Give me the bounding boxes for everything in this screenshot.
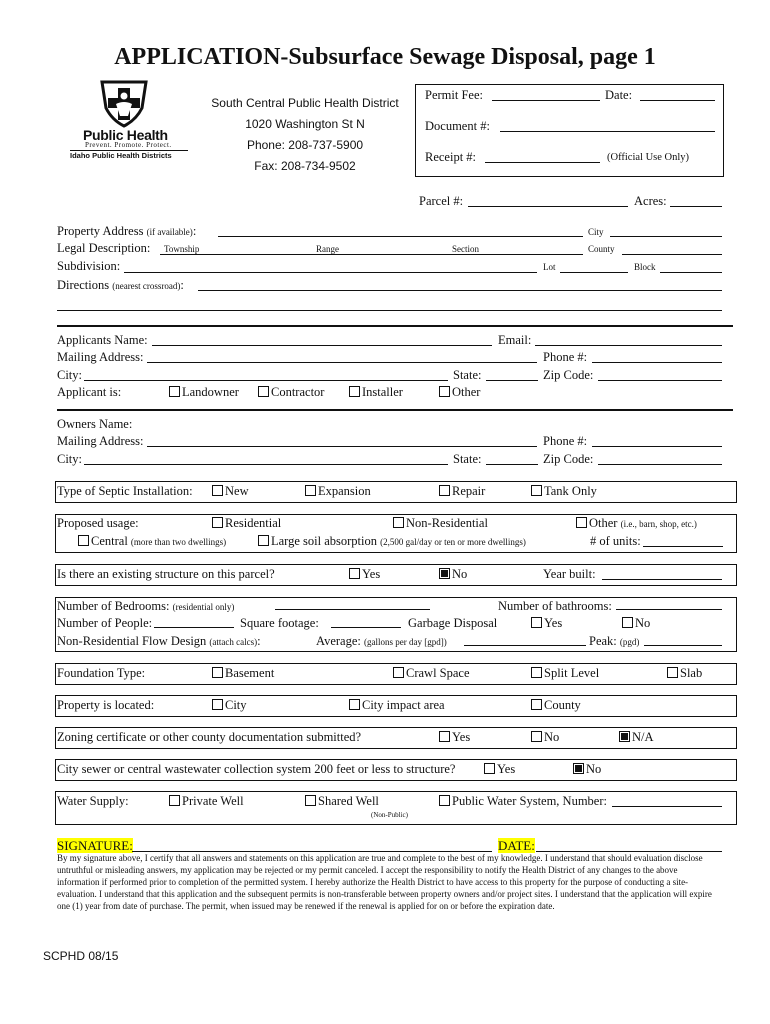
directions-field-2[interactable] [57,310,722,311]
units-label: # of units: [590,534,641,548]
checkbox-icon [212,485,223,496]
checkbox-icon [439,731,450,742]
disclaimer-text: By my signature above, I certify that all answers and statements on this application are true and complete to the best of my knowledge. I understand that should evaluation disclose untruthful or misleading answers, my application may be rejected or my permit canceled. I accept the responsibility to notify the Health District of any changes to the above information if performed prior to completion of the permitted system. I hereby authorize the Health District to have access to this property for the purpose of conducting a site-evaluation. I understand that this application and the subsequent permits is non-transferable between property owners and/or project sites. I understand that the application will expire one (1) year from date of purchase. The permit, when issued may be renewed if the renewal is applied for on or before the expiration date. [57,853,712,911]
applicant-name-field[interactable] [152,345,492,346]
square-footage-field[interactable] [331,627,401,628]
checkbox-icon [305,795,316,806]
directions-field[interactable] [198,290,722,291]
checkbox-icon [667,667,678,678]
existing-no-checkbox[interactable]: No [439,567,467,582]
other-usage-checkbox[interactable]: Other (i.e., barn, shop, etc.) [576,516,697,531]
checkbox-icon [169,386,180,397]
date-label: Date: [605,88,633,102]
logo-tagline: Prevent. Promote. Protect. [85,141,172,149]
non-residential-checkbox[interactable]: Non-Residential [393,516,488,531]
checkbox-icon [439,795,450,806]
installer-checkbox[interactable]: Installer [349,385,403,400]
section-label: Section [452,244,479,254]
septic-type-label: Type of Septic Installation: [57,484,193,498]
checked-checkbox-icon [619,731,630,742]
signature-label: SIGNATURE: [57,838,133,853]
subdivision-field[interactable] [124,272,537,273]
checkbox-icon [622,617,633,628]
foundation-label: Foundation Type: [57,666,146,680]
new-checkbox[interactable]: New [212,484,249,499]
garbage-no-checkbox[interactable]: No [622,616,650,631]
document-field[interactable] [500,131,715,132]
expansion-checkbox[interactable]: Expansion [305,484,371,499]
water-supply-box [55,791,737,825]
applicant-phone-field[interactable] [592,362,722,363]
proposed-usage-label: Proposed usage: [57,516,139,530]
garbage-yes-checkbox[interactable]: Yes [531,616,562,631]
logo-name: Public Health [83,127,168,143]
owner-phone-label: Phone #: [543,434,588,448]
applicant-phone-label: Phone #: [543,350,588,364]
parcel-label: Parcel #: [419,194,464,208]
checkbox-icon [439,386,450,397]
split-level-checkbox[interactable]: Split Level [531,666,599,681]
checkbox-icon [305,485,316,496]
applicant-mailing-field[interactable] [147,362,537,363]
date-field[interactable] [640,100,715,101]
owner-city-field[interactable] [84,464,448,465]
applicant-is-label: Applicant is: [57,385,122,399]
township-label: Township [164,244,200,254]
tank-only-checkbox[interactable]: Tank Only [531,484,597,499]
property-address-label: Property Address (if available): [57,224,197,238]
crawl-space-checkbox[interactable]: Crawl Space [393,666,470,681]
owner-name-label: Owners Name: [57,417,133,431]
checkbox-icon [531,617,542,628]
central-checkbox[interactable]: Central (more than two dwellings) [78,534,226,549]
official-use-note: (Official Use Only) [607,152,690,163]
shield-cross-icon [98,78,150,128]
bathrooms-field[interactable] [616,609,722,610]
existing-structure-label: Is there an existing structure on this parcel? [57,567,275,581]
sewer-label: City sewer or central wastewater collection system 200 feet or less to structure? [57,762,456,776]
checkbox-icon [484,763,495,774]
bedrooms-label: Number of Bedrooms: (residential only) [57,599,235,613]
average-label: Average: (gallons per day [gpd]) [316,634,447,648]
acres-field[interactable] [670,206,722,207]
square-footage-label: Square footage: [240,616,319,630]
other-applicant-checkbox[interactable]: Other [439,385,480,400]
document-label: Document #: [425,119,490,133]
flow-design-label: Non-Residential Flow Design (attach calcs): [57,634,261,648]
year-built-label: Year built: [543,567,596,581]
district-fax: Fax: 208-734-9502 [254,159,356,173]
block-field[interactable] [660,272,722,273]
checkbox-icon [531,731,542,742]
permit-fee-label: Permit Fee: [425,88,483,102]
residential-checkbox[interactable]: Residential [212,516,281,531]
peak-field[interactable] [644,645,722,646]
applicant-state-field[interactable] [486,380,538,381]
applicant-name-label: Applicants Name: [57,333,148,347]
zoning-label: Zoning certificate or other county documentation submitted? [57,730,362,744]
zoning-yes-checkbox[interactable]: Yes [439,730,470,745]
legal-description-label: Legal Description: [57,241,151,255]
peak-label: Peak: (pgd) [589,634,640,648]
checkbox-icon [349,386,360,397]
city-location-checkbox[interactable]: City [212,698,247,713]
district-address: 1020 Washington St N [245,117,365,131]
owner-phone-field[interactable] [592,446,722,447]
owner-zip-label: Zip Code: [543,452,594,466]
repair-checkbox[interactable]: Repair [439,484,485,499]
applicant-email-field[interactable] [535,345,722,346]
basement-checkbox[interactable]: Basement [212,666,274,681]
private-well-checkbox[interactable]: Private Well [169,794,244,809]
property-city-label: City [588,227,604,237]
checkbox-icon [531,485,542,496]
owner-city-label: City: [57,452,83,466]
checkbox-icon [393,667,404,678]
shared-well-checkbox[interactable]: Shared Well [305,794,379,809]
receipt-label: Receipt #: [425,150,477,164]
checkbox-icon [258,386,269,397]
existing-yes-checkbox[interactable]: Yes [349,567,380,582]
checkbox-icon [531,667,542,678]
city-impact-checkbox[interactable]: City impact area [349,698,445,713]
subdivision-label: Subdivision: [57,259,121,273]
county-label: County [588,244,615,254]
parcel-field[interactable] [468,206,628,207]
checkbox-icon [576,517,587,528]
county-field[interactable] [622,254,722,255]
owner-mailing-field[interactable] [147,446,537,447]
checkbox-icon [78,535,89,546]
lot-label: Lot [543,262,556,272]
form-code: SCPHD 08/15 [43,949,119,963]
checkbox-icon [212,699,223,710]
zoning-no-checkbox[interactable]: No [531,730,559,745]
average-field[interactable] [464,645,586,646]
receipt-field[interactable] [485,162,600,163]
location-label: Property is located: [57,698,155,712]
public-water-checkbox[interactable]: Public Water System, Number: [439,794,607,809]
range-label: Range [316,244,339,254]
checkbox-icon [393,517,404,528]
legal-description-field[interactable] [160,254,583,255]
landowner-checkbox[interactable]: Landowner [169,385,239,400]
checkbox-icon [531,699,542,710]
section-divider [57,325,733,327]
units-field[interactable] [643,546,723,547]
garbage-disposal-label: Garbage Disposal [408,616,498,630]
large-soil-checkbox[interactable]: Large soil absorption (2,500 gal/day or ten or more dwellings) [258,534,526,549]
checked-checkbox-icon [573,763,584,774]
checkbox-icon [349,699,360,710]
sewer-yes-checkbox[interactable]: Yes [484,762,515,777]
applicant-city-field[interactable] [84,380,448,381]
owner-state-label: State: [453,452,482,466]
checkbox-icon [439,485,450,496]
sewer-no-checkbox[interactable]: No [573,762,601,777]
applicant-zip-field[interactable] [598,380,722,381]
public-water-number-field[interactable] [612,806,722,807]
property-city-field[interactable] [610,236,722,237]
owner-state-field[interactable] [486,464,538,465]
water-supply-label: Water Supply: [57,794,129,808]
section-divider [57,409,733,411]
applicant-email-label: Email: [498,333,532,347]
bathrooms-label: Number of bathrooms: [498,599,612,613]
people-label: Number of People: [57,616,153,630]
district-name: South Central Public Health District [211,96,399,110]
owner-mailing-label: Mailing Address: [57,434,144,448]
zoning-na-checkbox[interactable]: N/A [619,730,654,745]
checkbox-icon [258,535,269,546]
people-field[interactable] [154,627,234,628]
contractor-checkbox[interactable]: Contractor [258,385,324,400]
property-address-field[interactable] [218,236,583,237]
slab-checkbox[interactable]: Slab [667,666,702,681]
checkbox-icon [169,795,180,806]
year-built-field[interactable] [602,579,722,580]
acres-label: Acres: [634,194,667,208]
applicant-city-label: City: [57,368,83,382]
directions-label: Directions (nearest crossroad): [57,278,184,292]
page-title: APPLICATION-Subsurface Sewage Disposal, page 1 [114,44,656,70]
signature-date-label: DATE: [498,838,535,853]
checked-checkbox-icon [439,568,450,579]
applicant-state-label: State: [453,368,482,382]
logo-org: Idaho Public Health Districts [70,151,172,160]
checkbox-icon [212,517,223,528]
owner-zip-field[interactable] [598,464,722,465]
district-phone: Phone: 208-737-5900 [246,138,364,152]
permit-fee-field[interactable] [492,100,600,101]
district-info [205,93,405,177]
non-public-note: (Non-Public) [371,811,408,819]
checkbox-icon [349,568,360,579]
block-label: Block [634,262,656,272]
applicant-zip-label: Zip Code: [543,368,594,382]
lot-field[interactable] [560,272,628,273]
county-location-checkbox[interactable]: County [531,698,581,713]
bedrooms-field[interactable] [275,609,430,610]
applicant-mailing-label: Mailing Address: [57,350,144,364]
checkbox-icon [212,667,223,678]
